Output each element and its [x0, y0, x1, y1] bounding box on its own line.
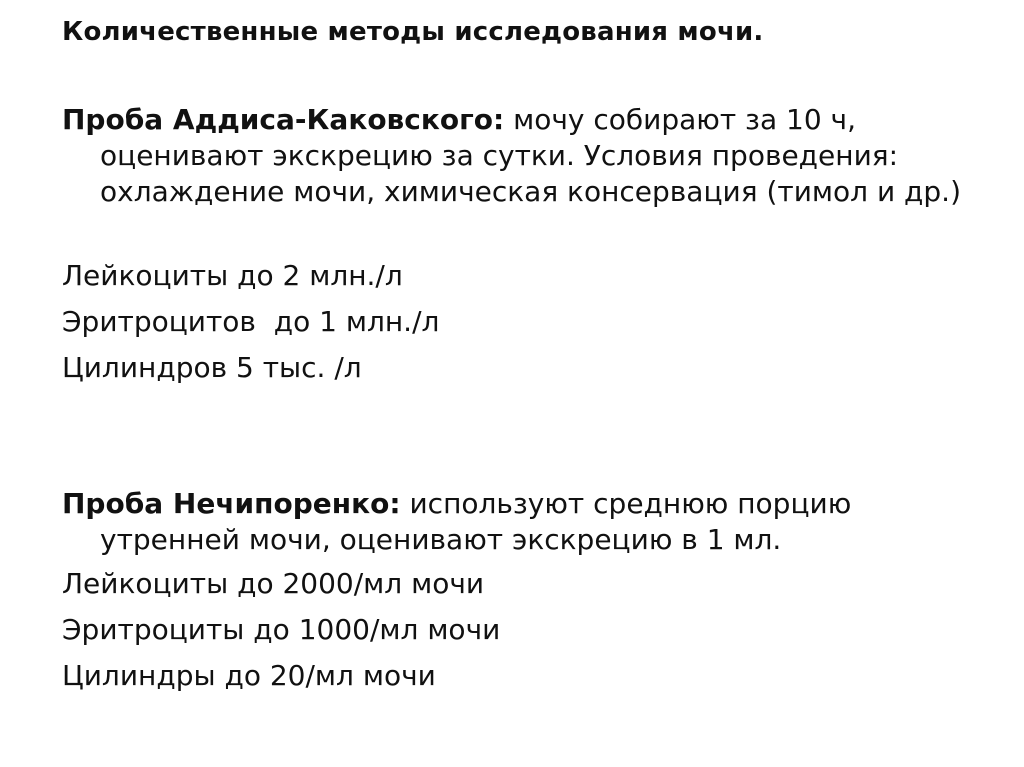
- addis-norm-casts: Цилиндров 5 тыс. /л: [62, 351, 362, 384]
- nechiporenko-norm-casts: Цилиндры до 20/мл мочи: [62, 659, 436, 692]
- nechiporenko-heading: Проба Нечипоренко:: [62, 487, 401, 520]
- nechiporenko-norm-erythrocytes: Эритроциты до 1000/мл мочи: [62, 613, 501, 646]
- addis-norm-leukocytes: Лейкоциты до 2 млн./л: [62, 259, 403, 292]
- addis-kakovsky-paragraph: [62, 102, 982, 210]
- addis-kakovsky-heading: Проба Аддиса-Каковского:: [62, 103, 505, 136]
- addis-kakovsky-description: мочу собирают за 10 ч, оценивают экскрецию за сутки. Условия проведения: охлаждение мочи, химическая консервация (тимол и др.): [100, 103, 961, 208]
- nechiporenko-paragraph: [62, 486, 982, 558]
- nechiporenko-norm-leukocytes: Лейкоциты до 2000/мл мочи: [62, 567, 485, 600]
- slide-title: Количественные методы исследования мочи.: [62, 17, 764, 47]
- nechiporenko-description: используют среднюю порцию утренней мочи, оценивают экскрецию в 1 мл.: [100, 487, 852, 556]
- addis-norm-erythrocytes: Эритроцитов до 1 млн./л: [62, 305, 440, 338]
